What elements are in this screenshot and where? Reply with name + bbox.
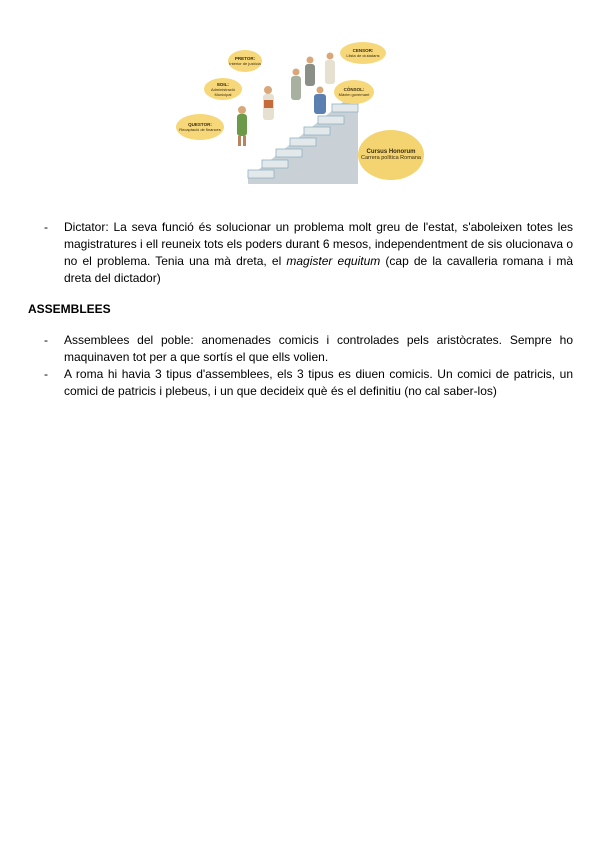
bubble-edil-text: Administració Municipal xyxy=(210,86,235,97)
cursus-honorum-illustration xyxy=(168,38,430,184)
bubble-questor-text: Recaptació de finances xyxy=(179,127,221,132)
document-body xyxy=(28,219,573,400)
bubble-pretor xyxy=(228,50,262,72)
bubble-questor xyxy=(176,114,224,140)
bubble-consol-title: CÒNSOL: xyxy=(343,87,365,92)
assemblees-item-text: Assemblees del poble: anomenades comicis i controlades pels aristòcrates. Sempre ho maquinaven tot per a que sortís el que ells volien. xyxy=(64,333,573,364)
bubble-consol xyxy=(334,80,374,104)
bubble-pretor-text: Interior de justícia xyxy=(229,61,261,66)
assemblees-item-text: A roma hi havia 3 tipus d'assemblees, els 3 tipus es diuen comicis. Un comici de patricis, un comici de patricis i plebeus, i un que decideix què és el definitiu (no cal saber-los) xyxy=(64,367,573,398)
bubble-consol-text: Màxim governant xyxy=(338,92,370,97)
bubble-cursus-honorum xyxy=(358,130,424,180)
bullet-dash: - xyxy=(44,333,48,347)
bubble-censor-title: CENSOR: xyxy=(352,48,374,53)
dictator-italic-term: magister equitum xyxy=(286,254,381,268)
assemblees-item xyxy=(28,332,573,366)
bullet-dash: - xyxy=(44,367,48,381)
bubble-censor-text: Llista de ciutadans xyxy=(346,53,380,58)
bubble-cursus-honorum-title: Cursus Honorum xyxy=(366,148,416,155)
bullet-dash: - xyxy=(44,220,48,234)
dictator-text-1: Dictator: La seva funció és solucionar un problema molt greu de l'estat, s'aboleixen totes les magistratures i ell reuneix tots els poders durant 6 mesos, independentment de sis olucionava o no el problema. Tenia una mà dreta, el xyxy=(64,220,573,268)
bubble-cursus-honorum-text: Carrera política Romana xyxy=(361,155,421,161)
dictator-item xyxy=(28,219,573,287)
bubble-censor xyxy=(340,42,386,64)
bubble-edil-title: EDIL: xyxy=(217,81,229,87)
dictator-text-2: (cap de la cavalleria romana i mà dreta del dictador) xyxy=(64,254,573,285)
bubble-pretor-title: PRETOR: xyxy=(234,56,256,61)
bubble-edil xyxy=(204,78,242,100)
assemblees-heading: ASSEMBLEES xyxy=(28,302,111,316)
assemblees-item xyxy=(28,366,573,400)
bubble-questor-title: QUESTOR: xyxy=(188,122,212,127)
